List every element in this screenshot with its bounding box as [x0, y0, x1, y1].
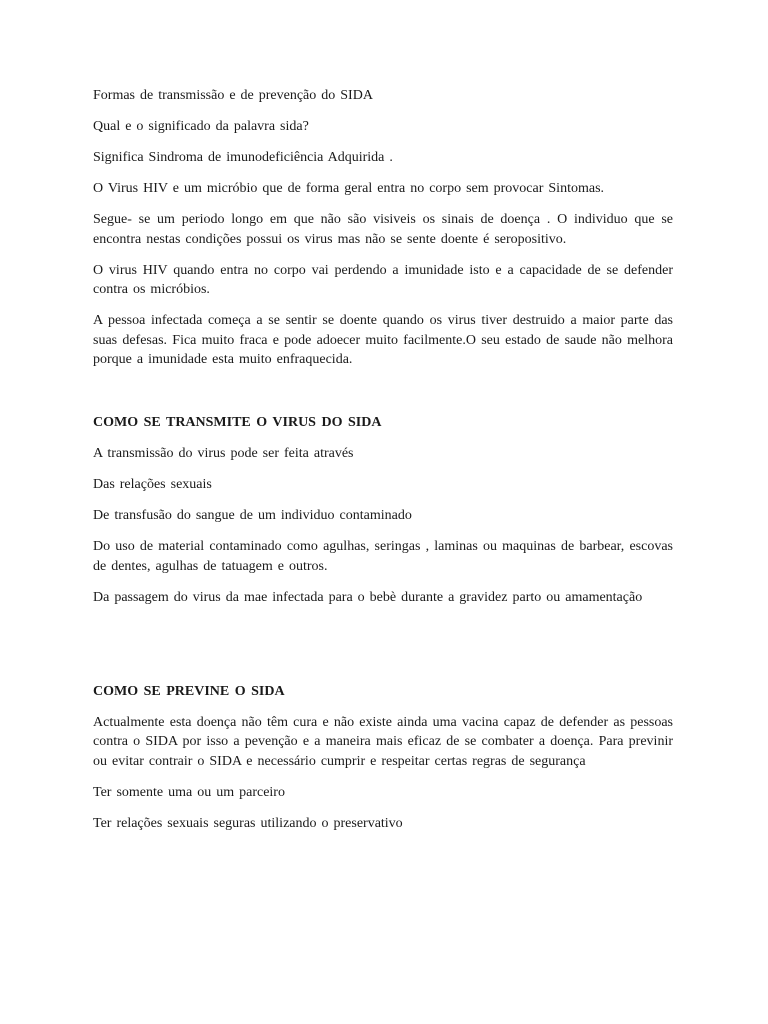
paragraph: Do uso de material contaminado como agulhas, seringas , laminas ou maquinas de barbear, escovas de dentes, agulhas de tatuagem e outros. — [93, 539, 673, 574]
section-heading-prevention: COMO SE PREVINE O SIDA — [93, 683, 285, 699]
document-body — [93, 86, 673, 845]
paragraph: A transmissão do virus pode ser feita através — [93, 446, 354, 461]
paragraph: Ter somente uma ou um parceiro — [93, 784, 285, 800]
paragraph: O virus HIV quando entra no corpo vai perdendo a imunidade isto e a capacidade de se defender contra os micróbios. — [93, 262, 673, 297]
spacer — [93, 381, 673, 413]
paragraph: Das relações sexuais — [93, 477, 212, 492]
paragraph: A pessoa infectada começa a se sentir se doente quando os virus tiver destruido a maior parte das suas defesas. Fica muito fraca e pode adoecer muito facilmente.O seu estado de saude não melhora porque a imunidade esta muito enfraquecida. — [93, 313, 673, 367]
paragraph: Segue- se um periodo longo em que não são visiveis os sinais de doença . O individuo que se encontra nestas condições possui os virus mas não se sente doente é seropositivo. — [93, 212, 673, 247]
paragraph: Actualmente esta doença não têm cura e não existe ainda uma vacina capaz de defender as pessoas contra o SIDA por isso a pevenção e a maneira mais eficaz de se combater a doença. Para previnir ou evitar contrair o SIDA e necessário cumprir e respeitar certas regras de segurança — [93, 714, 673, 769]
paragraph: Qual e o significado da palavra sida? — [93, 119, 309, 134]
spacer — [93, 619, 673, 682]
section-heading-transmission: COMO SE TRANSMITE O VIRUS DO SIDA — [93, 415, 382, 430]
paragraph: Da passagem do virus da mae infectada para o bebè durante a gravidez parto ou amamentação — [93, 589, 643, 605]
document-title-line: Formas de transmissão e de prevenção do SIDA — [93, 88, 373, 103]
paragraph: Ter relações sexuais seguras utilizando o preservativo — [93, 815, 403, 831]
paragraph: De transfusão do sangue de um individuo contaminado — [93, 508, 412, 523]
paragraph: O Virus HIV e um micróbio que de forma geral entra no corpo sem provocar Sintomas. — [93, 181, 605, 196]
paragraph: Significa Sindroma de imunodeficiência Adquirida . — [93, 150, 393, 165]
